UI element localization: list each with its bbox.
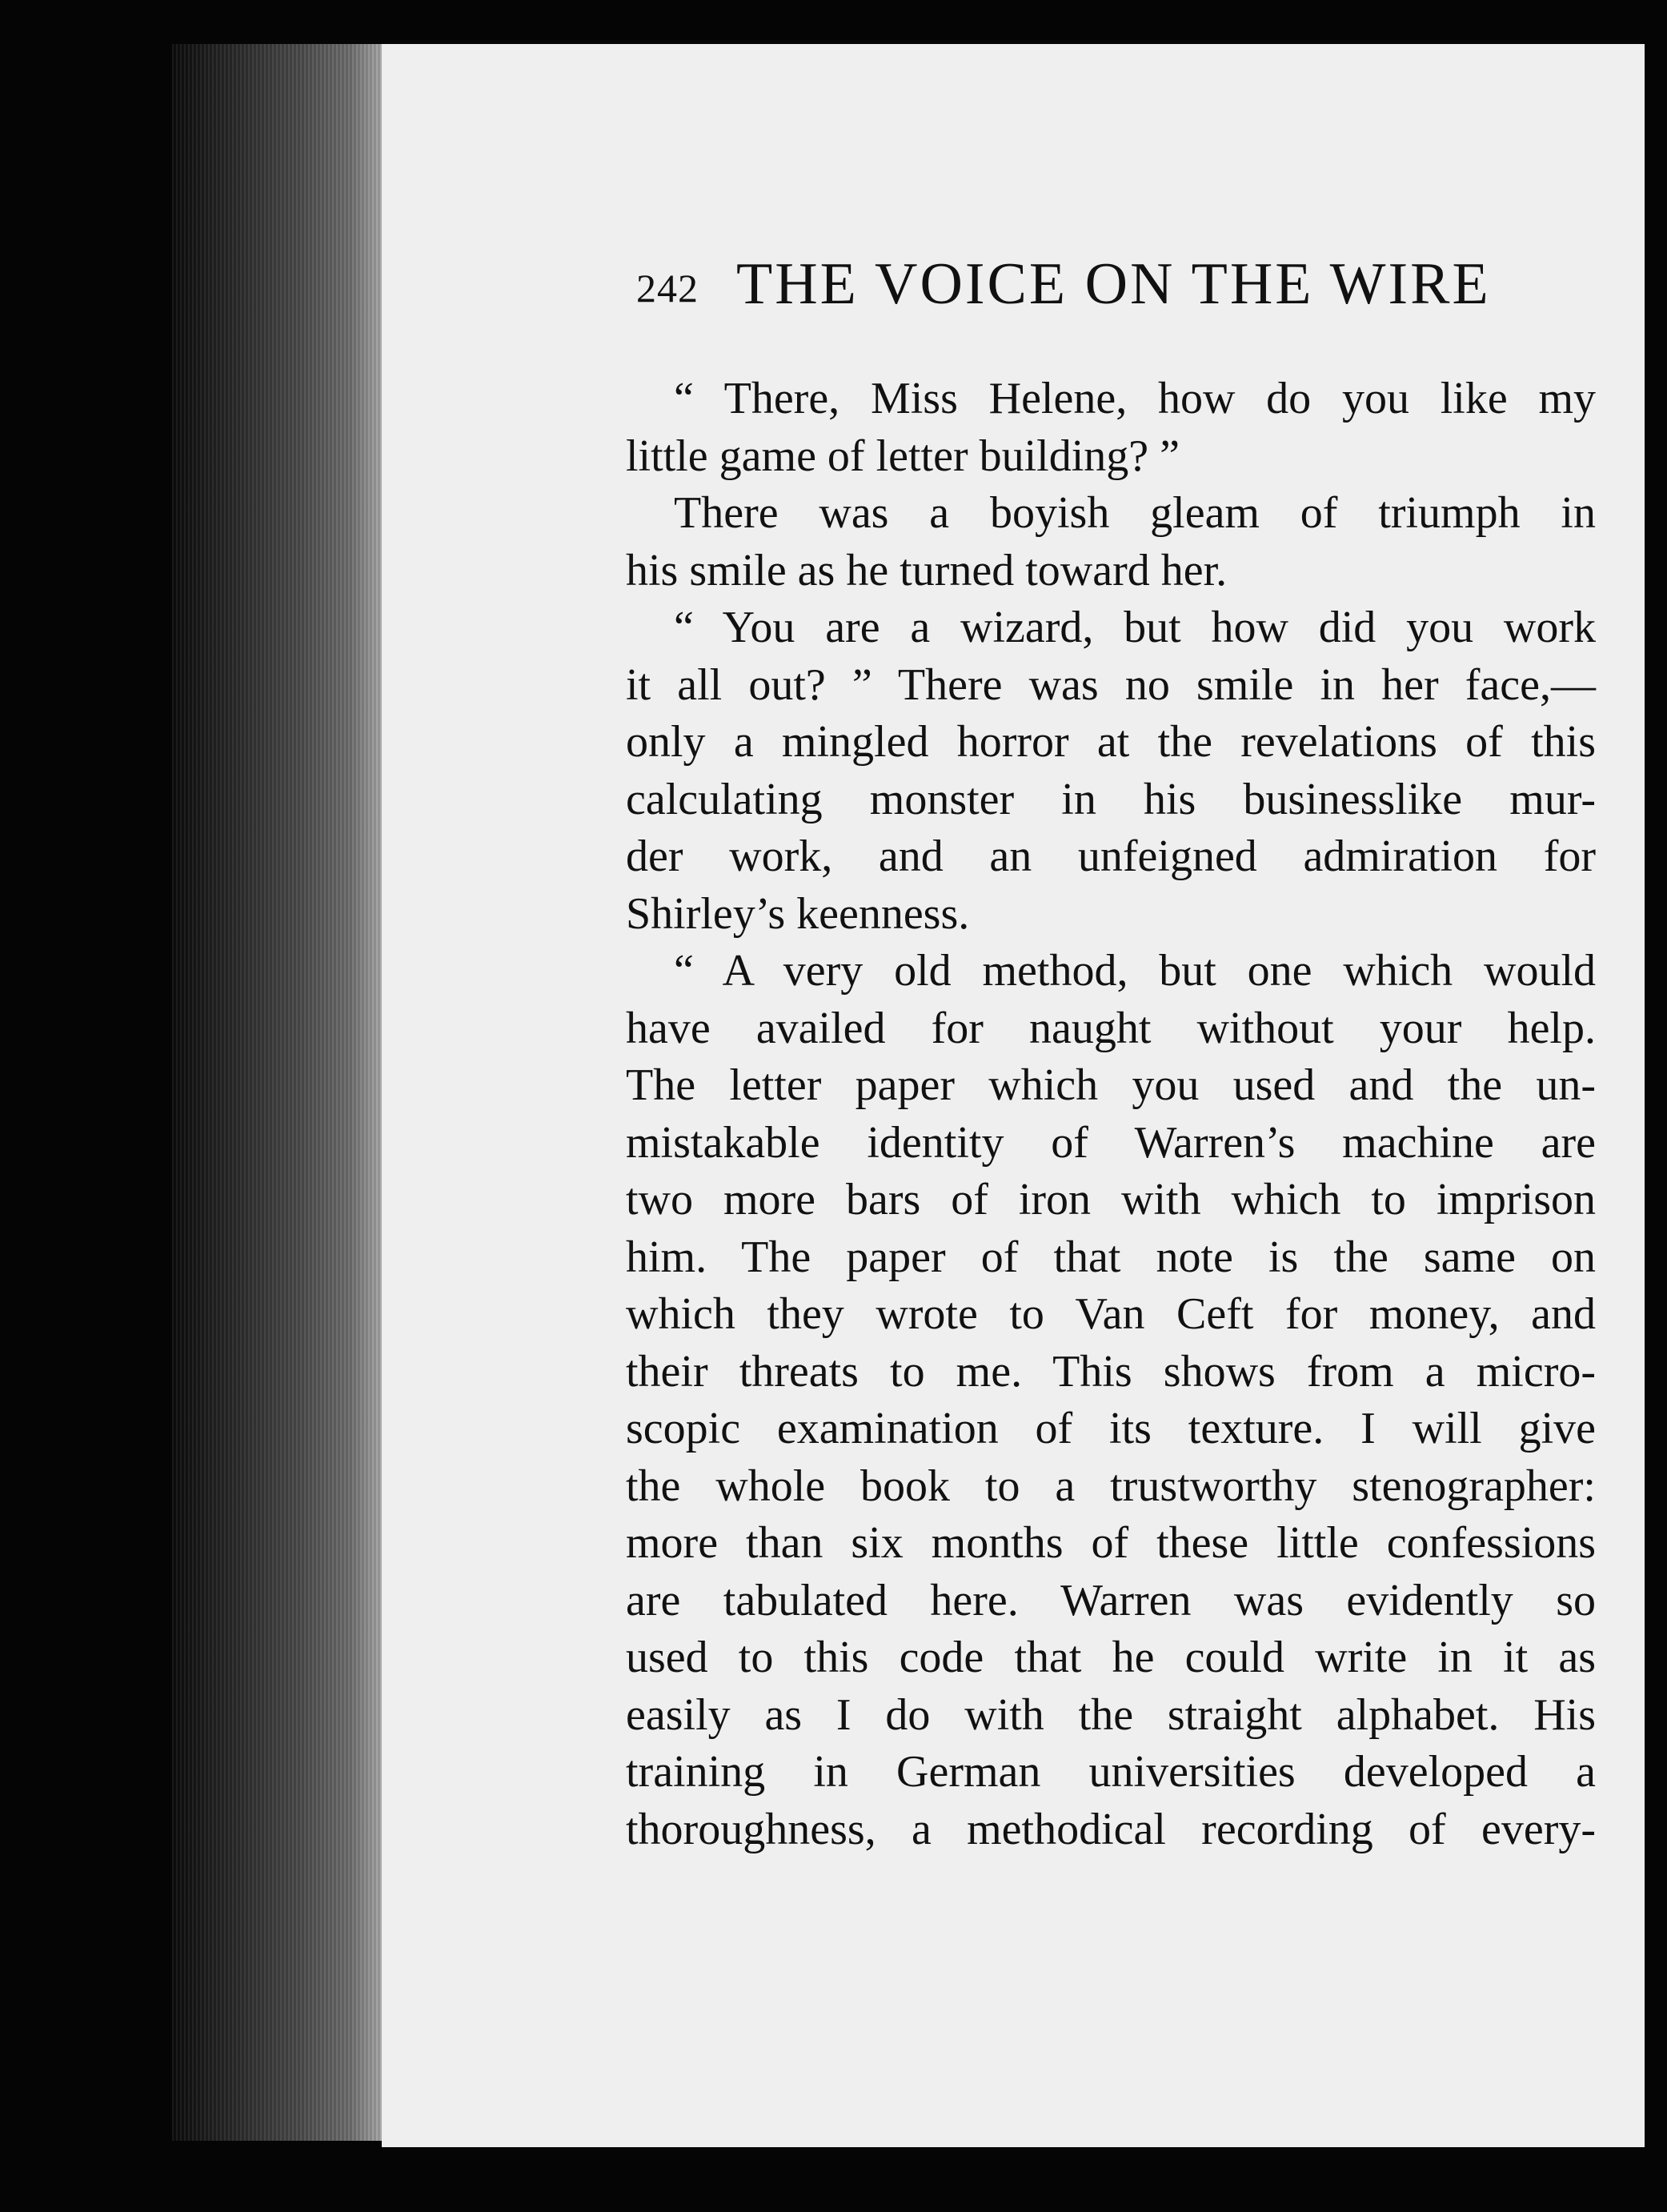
text-line: “ There, Miss Helene, how do you like my (674, 374, 1596, 423)
book-page (382, 44, 1645, 2147)
text-line: his smile as he turned toward her. (626, 545, 1228, 595)
text-line: two more bars of iron with which to imprison (626, 1175, 1596, 1224)
text-line: more than six months of these little confessions (626, 1518, 1596, 1568)
text-line: The letter paper which you used and the un- (626, 1060, 1596, 1110)
text-line: him. The paper of that note is the same on (626, 1232, 1596, 1282)
text-line: which they wrote to Van Ceft for money, and (626, 1289, 1596, 1339)
text-line: little game of letter building? ” (626, 431, 1180, 481)
text-line: “ A very old method, but one which would (674, 946, 1596, 996)
text-line: the whole book to a trustworthy stenographer: (626, 1461, 1596, 1511)
text-line: mistakable identity of Warren’s machine are (626, 1117, 1596, 1168)
text-line: There was a boyish gleam of triumph in (674, 488, 1596, 538)
text-line: “ You are a wizard, but how did you work (674, 603, 1596, 652)
text-line: their threats to me. This shows from a micro- (626, 1346, 1596, 1397)
page-number: 242 (636, 266, 699, 311)
text-line: used to this code that he could write in it as (626, 1633, 1596, 1682)
text-line: Shirley’s keenness. (626, 888, 970, 939)
text-line: scopic examination of its texture. I will give (626, 1404, 1596, 1453)
book-spine (172, 44, 382, 2141)
text-line: easily as I do with the straight alphabet. His (626, 1689, 1596, 1740)
text-line: thoroughness, a methodical recording of every- (626, 1804, 1596, 1854)
text-line: training in German universities developed a (626, 1747, 1596, 1797)
text-line: only a mingled horror at the revelations of this (626, 717, 1596, 767)
text-line: der work, and an unfeigned admiration for (626, 832, 1596, 881)
text-line: have availed for naught without your help. (626, 1003, 1596, 1053)
text-line: it all out? ” There was no smile in her face,— (626, 659, 1596, 710)
text-line: are tabulated here. Warren was evidently so (626, 1575, 1596, 1625)
body-text (626, 371, 1596, 1858)
spine-texture (172, 44, 382, 2141)
text-line: calculating monster in his businesslike mur- (626, 774, 1596, 824)
running-head-title: THE VOICE ON THE WIRE (736, 251, 1491, 317)
page-header (636, 236, 1597, 324)
